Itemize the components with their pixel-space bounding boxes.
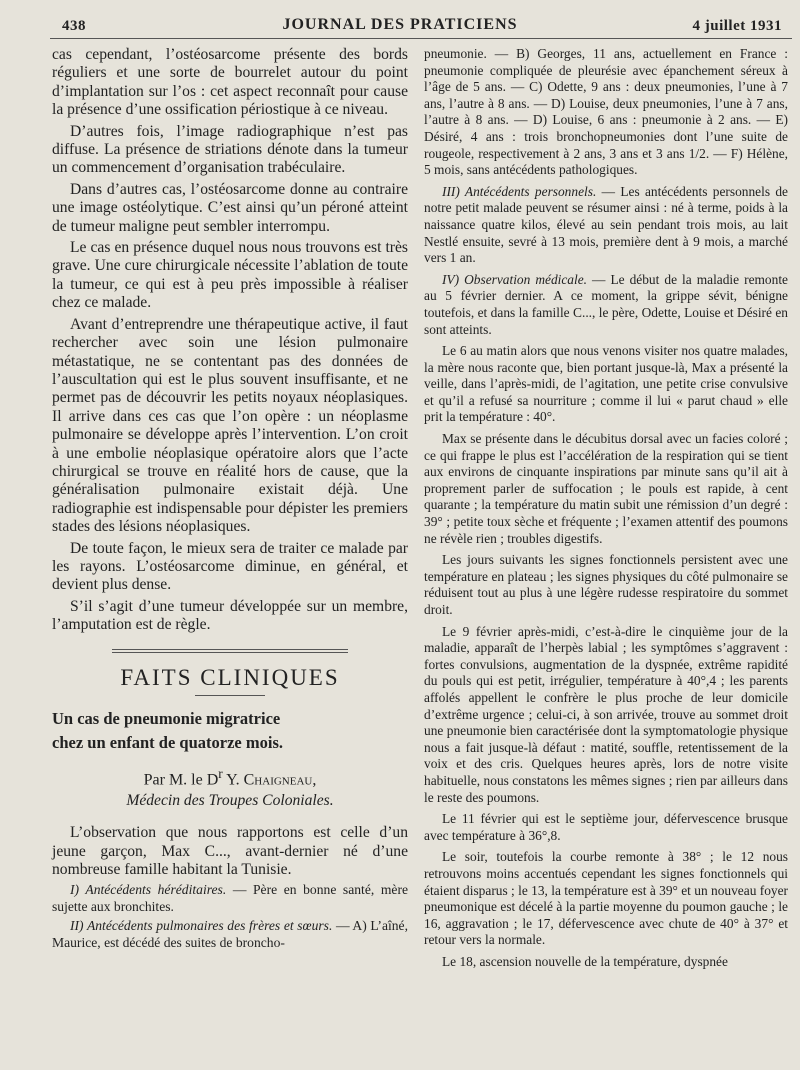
- paragraph: Le 18, ascension nouvelle de la température, dyspnée: [442, 953, 728, 969]
- paragraph: pneumonie. — B) Georges, 11 ans, actuellement en France : pneumonie compliquée de pleurésie avec épanchement séreux à l’âge de 5 ans. — C) Odette, 9 ans : deux pneumonies, l’une à 7 ans, l’autre à 8 ans. — D) Louise, deux pneumonies, l’une à 7 ans, l’autre à 8 ans. — D) Louise, 6 ans : pneumonie à 2 ans. — E) Désiré, 4 ans : trois bronchopneumonies dont l’une suite de rougeole, respectivement à 2 ans, 3 ans et 3 ans 1/2. — F) Hélène, 5 mois, sans antécédents pathologiques.: [424, 46, 788, 178]
- paragraph: Le soir, toutefois la courbe remonte à 38° ; le 12 nous retrouvons moins accentués cependant les signes fonctionnels qui étaient disparus ; le 13, la température est à 39° et un nouveau foyer pneumonique est décelé à la partie moyenne du poumon gauche ; le 16, aggravation ; le 17, défervescence avec chute de 40° à 37° et retour vers la normale.: [424, 849, 788, 948]
- section-title: FAITS CLINIQUES: [120, 664, 340, 690]
- paragraph: Le cas en présence duquel nous nous trouvons est très grave. Une cure chirurgicale nécessite l’ablation de toute la tumeur, ce qui est à peu près impossible à réaliser chez ce malade.: [52, 239, 408, 312]
- paragraph: Le 9 février après-midi, c’est-à-dire le cinquième jour de la maladie, apparaît de l’herpès labial ; les symptômes s’aggravent : fortes convulsions, augmentation de la dyspnée, extrême rapidité du pouls qui est petit, irrégulier, température à 40°,4 ; les parents affolés appellent le confrère le plus proche de leur domicile d’extrême urgence ; celui-ci, à son arrivée, trouve au sommet droit une pneumonie bien caractérisée dont la symptomatologie physique nous a fait jusque-là défaut : matité, souffle, retentissement de la voix et des cris. Quelques heures après, lors de notre visite habituelle, nous constatons les mêmes signes ; rien par ailleurs dans le reste des poumons.: [424, 623, 788, 805]
- paragraph: D’autres fois, l’image radiographique n’est pas diffuse. La présence de striations dénote dans la tumeur un commencement d’organisation trabéculaire.: [52, 122, 408, 177]
- author-affiliation: Médecin des Troupes Coloniales.: [126, 791, 334, 809]
- paragraph: S’il s’agit d’une tumeur développée sur un membre, l’amputation est de règle.: [52, 597, 408, 634]
- paragraph: IV) Observation médicale. — Le début de la maladie remonte au 5 février dernier. A ce moment, la grippe sévit, bénigne toutefois, et dans la famille C..., le père, Odette, Louise et Désiré en sont atteints.: [424, 271, 788, 337]
- running-header: [0, 14, 800, 38]
- paragraph: I) Antécédents héréditaires. — Père en bonne santé, mère sujette aux bronchites.: [52, 882, 408, 914]
- paragraph: L’observation que nous rapportons est celle d’un jeune garçon, Max C..., avant-dernier né d’une nombreuse famille habitant la Tunisie.: [52, 824, 408, 878]
- title-rule: [195, 695, 265, 696]
- author-line: Par M. le $D^r$ Y. Chaigneau,: [143, 766, 317, 789]
- right-column: [424, 46, 788, 975]
- journal-title: JOURNAL DES PRATICIENS: [282, 16, 518, 33]
- paragraph: Max se présente dans le décubitus dorsal avec un facies coloré ; ce qui frappe le plus est l’accélération de la respiration qui se tient aux environs de cinquante inspirations par minute sans qu’il ait à proprement parler de suffocation ; le pouls est rapide, à cent quarante ; la température du matin subit une rémission d’un degré : 39° ; petite toux sèche et fréquente ; l’examen attentif des poumons ne révèle rien ; troubles digestifs.: [424, 431, 788, 546]
- paragraph: Dans d’autres cas, l’ostéosarcome donne au contraire une image ostéolytique. C’est ainsi qu’un péroné atteint de tumeur maligne peut sembler interrompu.: [52, 180, 408, 235]
- paragraph: II) Antécédents pulmonaires des frères et sœurs. — A) L’aîné, Maurice, est décédé des suites de broncho-: [52, 918, 408, 950]
- article-title-line-2: chez un enfant de quatorze mois.: [52, 733, 283, 752]
- paragraph: cas cependant, l’ostéosarcome présente des bords réguliers et une sorte de bourrelet autour du point d’implantation sur l’os : cet aspect reconnaît pour cause la présence d’une ossification périostique à ce niveau.: [52, 46, 408, 119]
- paragraph: Le 6 au matin alors que nous venons visiter nos quatre malades, la mère nous raconte que, bien portant jusque-là, Max a présenté la veille, dans l’après-midi, de l’agitation, une petite crise convulsive et qu’il a refusé sa nourriture ; comme il lui « parut chaud » elle prit la température : 40°.: [424, 343, 788, 425]
- left-column: [52, 46, 408, 954]
- issue-date: 4 juillet 1931: [692, 18, 782, 34]
- page-number: 438: [62, 18, 86, 34]
- paragraph: De toute façon, le mieux sera de traiter ce malade par les rayons. L’ostéosarcome diminue, en général, et devient plus dense.: [52, 539, 408, 594]
- header-rule: [50, 38, 792, 39]
- article-title-line-1: Un cas de pneumonie migratrice: [52, 709, 281, 728]
- section-divider: [52, 649, 408, 653]
- paragraph: Le 11 février qui est le septième jour, défervescence brusque avec température à 36°,8.: [424, 811, 788, 843]
- paragraph: III) Antécédents personnels. — Les antécédents personnels de notre petit malade peuvent se résumer ainsi : né à terme, poids à la naissance quatre kilos, élevé au sein pendant trois mois, au lait Nestlé ensuite, sevré à 13 mois, première dent à 9 mois, a marché vers 1 an.: [424, 183, 788, 266]
- paragraph: Avant d’entreprendre une thérapeutique active, il faut rechercher avec soin une lésion pulmonaire métastatique, ne se contentant pas des données de l’auscultation qui est le plus souvent insuffisante, et ne permet pas de découvrir les petits noyaux néoplasiques. Il arrive dans ces cas que l’on opère : un néoplasme pulmonaire se développe après l’intervention. L’on croit à une embolie néoplasique opératoire alors que l’acte chirurgical se trouve en réalité hors de cause, que la généralisation pulmonaire existait déjà. Une radiographie est indispensable pour dépister les premiers stades des lésions néoplasiques.: [52, 315, 408, 536]
- paragraph: Les jours suivants les signes fonctionnels persistent avec une température en plateau ; les signes physiques du côté pulmonaire se réduisent tout au plus à une légère rudesse respiratoire du sommet droit.: [424, 552, 788, 617]
